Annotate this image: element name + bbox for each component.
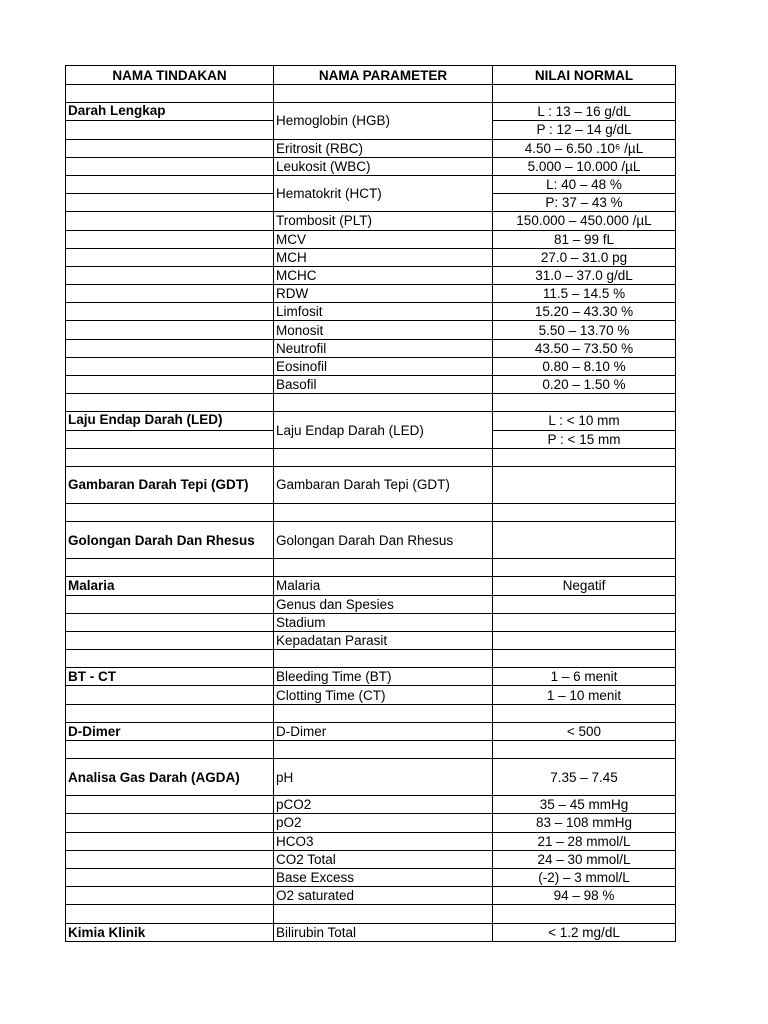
cell-nilai-normal: 4.50 – 6.50 .10⁶ /µL bbox=[493, 139, 676, 157]
table-row bbox=[66, 759, 676, 796]
table-row bbox=[66, 394, 676, 412]
cell-nilai-normal: (-2) – 3 mmol/L bbox=[493, 868, 676, 886]
table-row bbox=[66, 796, 676, 814]
cell-nilai-normal: < 1.2 mg/dL bbox=[493, 923, 676, 941]
cell-nilai-normal: 5.000 – 10.000 /µL bbox=[493, 157, 676, 175]
cell-nama-tindakan: Malaria bbox=[66, 577, 274, 595]
cell-nama-parameter: Trombosit (PLT) bbox=[274, 212, 493, 230]
table-row bbox=[66, 212, 676, 230]
cell-nilai-normal bbox=[493, 394, 676, 412]
cell-nilai-normal bbox=[493, 905, 676, 923]
cell-nilai-normal: L : < 10 mm bbox=[493, 412, 676, 430]
cell-nama-parameter: pCO2 bbox=[274, 796, 493, 814]
table-row bbox=[66, 832, 676, 850]
cell-nama-tindakan bbox=[66, 887, 274, 905]
cell-nama-tindakan: Gambaran Darah Tepi (GDT) bbox=[66, 466, 274, 503]
cell-nama-parameter: Limfosit bbox=[274, 303, 493, 321]
cell-nama-parameter bbox=[274, 650, 493, 668]
cell-nama-tindakan bbox=[66, 613, 274, 631]
cell-nama-parameter bbox=[274, 85, 493, 103]
cell-nama-parameter: Bleeding Time (BT) bbox=[274, 668, 493, 686]
table-row bbox=[66, 376, 676, 394]
cell-nama-parameter: MCH bbox=[274, 248, 493, 266]
table-row bbox=[66, 357, 676, 375]
cell-nama-tindakan bbox=[66, 905, 274, 923]
table-row bbox=[66, 923, 676, 941]
cell-nama-tindakan: BT - CT bbox=[66, 668, 274, 686]
table-row bbox=[66, 339, 676, 357]
cell-nama-parameter: Gambaran Darah Tepi (GDT) bbox=[274, 466, 493, 503]
cell-nama-parameter: MCHC bbox=[274, 266, 493, 284]
cell-nilai-normal bbox=[493, 522, 676, 559]
cell-nama-tindakan bbox=[66, 448, 274, 466]
cell-nama-tindakan bbox=[66, 394, 274, 412]
cell-nilai-normal: 83 – 108 mmHg bbox=[493, 814, 676, 832]
cell-nama-parameter: Eritrosit (RBC) bbox=[274, 139, 493, 157]
cell-nama-tindakan: Darah Lengkap bbox=[66, 103, 274, 121]
cell-nama-parameter: Basofil bbox=[274, 376, 493, 394]
table-row bbox=[66, 285, 676, 303]
cell-nilai-normal bbox=[493, 503, 676, 521]
table-row bbox=[66, 650, 676, 668]
table-row bbox=[66, 741, 676, 759]
cell-nilai-normal: 24 – 30 mmol/L bbox=[493, 850, 676, 868]
cell-nilai-normal bbox=[493, 595, 676, 613]
table-row bbox=[66, 631, 676, 649]
table-row bbox=[66, 595, 676, 613]
cell-nama-tindakan bbox=[66, 832, 274, 850]
header-nama-tindakan: NAMA TINDAKAN bbox=[66, 66, 274, 85]
cell-nilai-normal: 43.50 – 73.50 % bbox=[493, 339, 676, 357]
cell-nilai-normal bbox=[493, 650, 676, 668]
table-row bbox=[66, 577, 676, 595]
cell-nilai-normal: 1 – 10 menit bbox=[493, 686, 676, 704]
cell-nilai-normal: 21 – 28 mmol/L bbox=[493, 832, 676, 850]
cell-nama-tindakan bbox=[66, 339, 274, 357]
table-row bbox=[66, 412, 676, 430]
table-row bbox=[66, 704, 676, 722]
cell-nilai-normal bbox=[493, 448, 676, 466]
cell-nilai-normal bbox=[493, 466, 676, 503]
cell-nama-tindakan bbox=[66, 85, 274, 103]
cell-nama-tindakan bbox=[66, 850, 274, 868]
cell-nama-parameter bbox=[274, 503, 493, 521]
cell-nama-tindakan bbox=[66, 194, 274, 212]
cell-nama-parameter bbox=[274, 704, 493, 722]
cell-nama-parameter: HCO3 bbox=[274, 832, 493, 850]
cell-nilai-normal bbox=[493, 85, 676, 103]
cell-nilai-normal: 15.20 – 43.30 % bbox=[493, 303, 676, 321]
table-row bbox=[66, 668, 676, 686]
cell-nilai-normal bbox=[493, 559, 676, 577]
cell-nama-parameter: MCV bbox=[274, 230, 493, 248]
cell-nama-parameter: Leukosit (WBC) bbox=[274, 157, 493, 175]
table-row bbox=[66, 103, 676, 121]
cell-nama-tindakan: Kimia Klinik bbox=[66, 923, 274, 941]
table-row bbox=[66, 887, 676, 905]
cell-nilai-normal: 1 – 6 menit bbox=[493, 668, 676, 686]
cell-nama-parameter: pO2 bbox=[274, 814, 493, 832]
table-row bbox=[66, 868, 676, 886]
cell-nama-tindakan: Laju Endap Darah (LED) bbox=[66, 412, 274, 430]
cell-nilai-normal: Negatif bbox=[493, 577, 676, 595]
header-row bbox=[66, 66, 676, 85]
cell-nama-tindakan: Analisa Gas Darah (AGDA) bbox=[66, 759, 274, 796]
cell-nilai-normal: 31.0 – 37.0 g/dL bbox=[493, 266, 676, 284]
cell-nama-tindakan bbox=[66, 121, 274, 139]
cell-nama-tindakan: D-Dimer bbox=[66, 722, 274, 740]
cell-nama-parameter: Malaria bbox=[274, 577, 493, 595]
cell-nama-parameter: Base Excess bbox=[274, 868, 493, 886]
cell-nama-tindakan bbox=[66, 266, 274, 284]
cell-nama-tindakan bbox=[66, 503, 274, 521]
cell-nilai-normal: 27.0 – 31.0 pg bbox=[493, 248, 676, 266]
cell-nama-parameter: Hemoglobin (HGB) bbox=[274, 103, 493, 139]
cell-nama-parameter bbox=[274, 741, 493, 759]
cell-nilai-normal: < 500 bbox=[493, 722, 676, 740]
cell-nama-tindakan bbox=[66, 559, 274, 577]
cell-nama-tindakan bbox=[66, 175, 274, 193]
table-row bbox=[66, 248, 676, 266]
cell-nama-tindakan bbox=[66, 868, 274, 886]
cell-nilai-normal: P : < 15 mm bbox=[493, 430, 676, 448]
cell-nilai-normal: 11.5 – 14.5 % bbox=[493, 285, 676, 303]
table-row bbox=[66, 303, 676, 321]
table-row bbox=[66, 157, 676, 175]
cell-nilai-normal: 0.80 – 8.10 % bbox=[493, 357, 676, 375]
cell-nama-parameter: Clotting Time (CT) bbox=[274, 686, 493, 704]
cell-nilai-normal bbox=[493, 613, 676, 631]
table-row bbox=[66, 559, 676, 577]
cell-nama-tindakan bbox=[66, 285, 274, 303]
table-body bbox=[66, 85, 676, 942]
cell-nama-tindakan bbox=[66, 430, 274, 448]
cell-nilai-normal: 5.50 – 13.70 % bbox=[493, 321, 676, 339]
table-row bbox=[66, 850, 676, 868]
table-row bbox=[66, 466, 676, 503]
cell-nama-tindakan bbox=[66, 650, 274, 668]
table-row bbox=[66, 522, 676, 559]
cell-nilai-normal: 94 – 98 % bbox=[493, 887, 676, 905]
table-row bbox=[66, 175, 676, 193]
cell-nama-tindakan bbox=[66, 303, 274, 321]
cell-nilai-normal bbox=[493, 631, 676, 649]
cell-nama-tindakan bbox=[66, 814, 274, 832]
table-row bbox=[66, 686, 676, 704]
cell-nama-parameter bbox=[274, 394, 493, 412]
table-row bbox=[66, 266, 676, 284]
cell-nama-tindakan bbox=[66, 212, 274, 230]
cell-nilai-normal: P : 12 – 14 g/dL bbox=[493, 121, 676, 139]
cell-nama-parameter: Neutrofil bbox=[274, 339, 493, 357]
normal-values-table bbox=[65, 65, 676, 942]
cell-nama-tindakan: Golongan Darah Dan Rhesus bbox=[66, 522, 274, 559]
cell-nama-tindakan bbox=[66, 157, 274, 175]
cell-nama-parameter: Bilirubin Total bbox=[274, 923, 493, 941]
cell-nama-parameter: pH bbox=[274, 759, 493, 796]
cell-nama-parameter: D-Dimer bbox=[274, 722, 493, 740]
cell-nama-parameter bbox=[274, 559, 493, 577]
table-row bbox=[66, 613, 676, 631]
cell-nama-parameter: Hematokrit (HCT) bbox=[274, 175, 493, 211]
cell-nama-parameter: O2 saturated bbox=[274, 887, 493, 905]
table-row bbox=[66, 503, 676, 521]
cell-nama-tindakan bbox=[66, 248, 274, 266]
cell-nama-parameter: CO2 Total bbox=[274, 850, 493, 868]
cell-nama-tindakan bbox=[66, 686, 274, 704]
cell-nama-parameter: Stadium bbox=[274, 613, 493, 631]
cell-nama-parameter: Laju Endap Darah (LED) bbox=[274, 412, 493, 448]
cell-nama-tindakan bbox=[66, 321, 274, 339]
cell-nilai-normal: L : 13 – 16 g/dL bbox=[493, 103, 676, 121]
cell-nama-parameter: Golongan Darah Dan Rhesus bbox=[274, 522, 493, 559]
cell-nama-tindakan bbox=[66, 796, 274, 814]
cell-nama-parameter: Genus dan Spesies bbox=[274, 595, 493, 613]
cell-nama-parameter: Kepadatan Parasit bbox=[274, 631, 493, 649]
cell-nama-tindakan bbox=[66, 376, 274, 394]
cell-nama-tindakan bbox=[66, 595, 274, 613]
cell-nama-tindakan bbox=[66, 631, 274, 649]
cell-nama-tindakan bbox=[66, 357, 274, 375]
cell-nama-parameter bbox=[274, 905, 493, 923]
cell-nilai-normal: L: 40 – 48 % bbox=[493, 175, 676, 193]
table-row bbox=[66, 139, 676, 157]
table-row bbox=[66, 448, 676, 466]
cell-nama-parameter: RDW bbox=[274, 285, 493, 303]
header-nilai-normal: NILAI NORMAL bbox=[493, 66, 676, 85]
cell-nama-tindakan bbox=[66, 139, 274, 157]
cell-nama-parameter bbox=[274, 448, 493, 466]
table-row bbox=[66, 230, 676, 248]
table-row bbox=[66, 722, 676, 740]
cell-nilai-normal: P: 37 – 43 % bbox=[493, 194, 676, 212]
cell-nilai-normal bbox=[493, 704, 676, 722]
table-row bbox=[66, 321, 676, 339]
cell-nilai-normal: 0.20 – 1.50 % bbox=[493, 376, 676, 394]
cell-nama-parameter: Eosinofil bbox=[274, 357, 493, 375]
cell-nilai-normal bbox=[493, 741, 676, 759]
cell-nama-tindakan bbox=[66, 741, 274, 759]
cell-nama-tindakan bbox=[66, 704, 274, 722]
table-row bbox=[66, 814, 676, 832]
cell-nilai-normal: 35 – 45 mmHg bbox=[493, 796, 676, 814]
table-row bbox=[66, 85, 676, 103]
cell-nilai-normal: 7.35 – 7.45 bbox=[493, 759, 676, 796]
header-nama-parameter: NAMA PARAMETER bbox=[274, 66, 493, 85]
table-row bbox=[66, 905, 676, 923]
cell-nilai-normal: 150.000 – 450.000 /µL bbox=[493, 212, 676, 230]
cell-nama-tindakan bbox=[66, 230, 274, 248]
cell-nilai-normal: 81 – 99 fL bbox=[493, 230, 676, 248]
cell-nama-parameter: Monosit bbox=[274, 321, 493, 339]
